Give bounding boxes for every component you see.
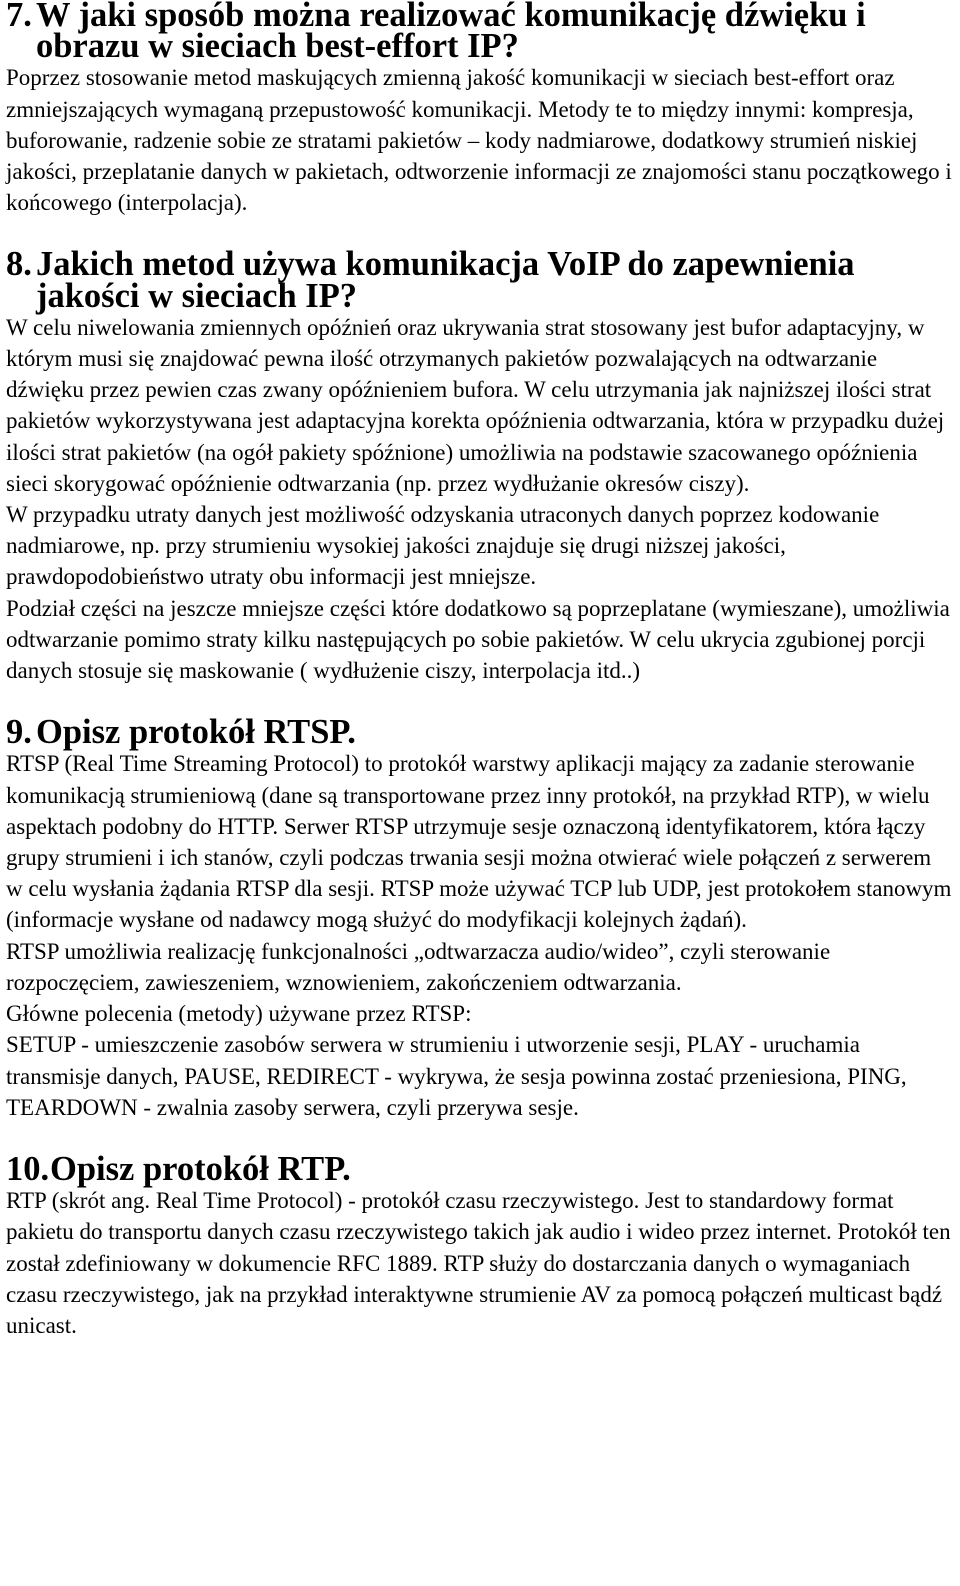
section-8 <box>6 245 952 686</box>
paragraph: RTP (skrót ang. Real Time Protocol) - protokół czasu rzeczywistego. Jest to standardowy format pakietu do transportu danych czasu rzeczywistego takich jak audio i wideo przez internet. Protokół ten został zdefiniowany w dokumencie RFC 1889. RTP służy do dostarczania danych o wymaganiach czasu rzeczywistego, jak na przykład interaktywne strumienie AV za pomocą połączeń multicast bądź unicast. <box>6 1188 951 1338</box>
section-number: 8. <box>6 245 32 284</box>
paragraph: W przypadku utraty danych jest możliwość odzyskania utraconych danych poprzez kodowanie nadmiarowe, np. przy strumieniu wysokiej jakości znajduje się drugi niższej jakości, prawdopodobieństwo utraty obu informacji jest mniejsze. <box>6 502 880 590</box>
paragraph: Poprzez stosowanie metod maskujących zmienną jakość komunikacji w sieciach best-effort oraz zmniejszających wymaganą przepustowość komunikacji. Metody te to między innymi: kompresja, buforowanie, radzenie sobie ze stratami pakietów – kody nadmiarowe, dodatkowy strumień niskiej jakości, przeplatanie danych w pakietach, odtworzenie informacji ze znajomości stanu początkowego i końcowego (interpolacja). <box>6 65 952 216</box>
paragraph: Główne polecenia (metody) używane przez RTSP: <box>6 1001 472 1027</box>
paragraph: W celu niwelowania zmiennych opóźnień oraz ukrywania strat stosowany jest bufor adaptacyjny, w którym musi się znajdować pewna ilość otrzymanych pakietów pozwalających na odtwarzanie dźwięku przez pewien czas zwany opóźnieniem bufora. W celu utrzymania jak najniższej ilości strat pakietów wykorzystywana jest adaptacyjna korekta opóźnienia odtwarzania, która w przypadku dużej ilości strat pakietów (na ogół pakiety spóźnione) umożliwia na podstawie szacowanego opóźnienia sieci skorygować opóźnienie odtwarzania (np. przez wydłużanie okresów ciszy). <box>6 314 945 496</box>
section-9 <box>6 713 952 1123</box>
paragraph: SETUP - umieszczenie zasobów serwera w strumieniu i utworzenie sesji, PLAY - uruchamia transmisje danych, PAUSE, REDIRECT - wykrywa, że sesja powinna zostać przeniesiona, PING, TEARDOWN - zwalnia zasoby serwera, czyli przerywa sesje. <box>6 1032 907 1120</box>
section-title: Jakich metod używa komunikacja VoIP do zapewnienia jakości w sieciach IP? <box>36 245 855 315</box>
section-7 <box>6 0 952 218</box>
section-heading <box>6 245 952 315</box>
paragraph: RTSP (Real Time Streaming Protocol) to protokół warstwy aplikacji mający za zadanie sterowanie komunikacją strumieniową (dane są transportowane przez inny protokół, na przykład RTP), w wielu aspektach podobny do HTTP. Serwer RTSP utrzymuje sesje oznaczoną identyfikatorem, która łączy grupy strumieni i ich stanów, czyli podczas trwania sesji można otwierać wiele połączeń z serwerem w celu wysłania żądania RTSP dla sesji. RTSP może używać TCP lub UDP, jest protokołem stanowym (informacje wysłane od nadawcy mogą służyć do modyfikacji kolejnych żądań). <box>6 751 952 933</box>
section-number: 9. <box>6 713 32 752</box>
section-title: W jaki sposób można realizować komunikację dźwięku i obrazu w sieciach best-effort IP? <box>36 0 866 66</box>
section-10 <box>6 1149 952 1341</box>
section-heading <box>6 1149 952 1188</box>
section-heading <box>6 0 952 66</box>
section-title: Opisz protokół RTSP. <box>36 713 356 752</box>
section-heading <box>6 713 952 752</box>
section-number: 7. <box>6 0 32 34</box>
section-number: 10. <box>6 1149 50 1188</box>
section-title: Opisz protokół RTP. <box>50 1149 351 1188</box>
paragraph: Podział części na jeszcze mniejsze części które dodatkowo są poprzeplatane (wymieszane), umożliwia odtwarzanie pomimo straty kilku następujących po sobie pakietów. W celu ukrycia zgubionej porcji danych stosuje się maskowanie ( wydłużenie ciszy, interpolacja itd..) <box>6 595 950 684</box>
paragraph: RTSP umożliwia realizację funkcjonalności „odtwarzacza audio/wideo”, czyli sterowanie rozpoczęciem, zawieszeniem, wznowieniem, zakończeniem odtwarzania. <box>6 938 831 995</box>
